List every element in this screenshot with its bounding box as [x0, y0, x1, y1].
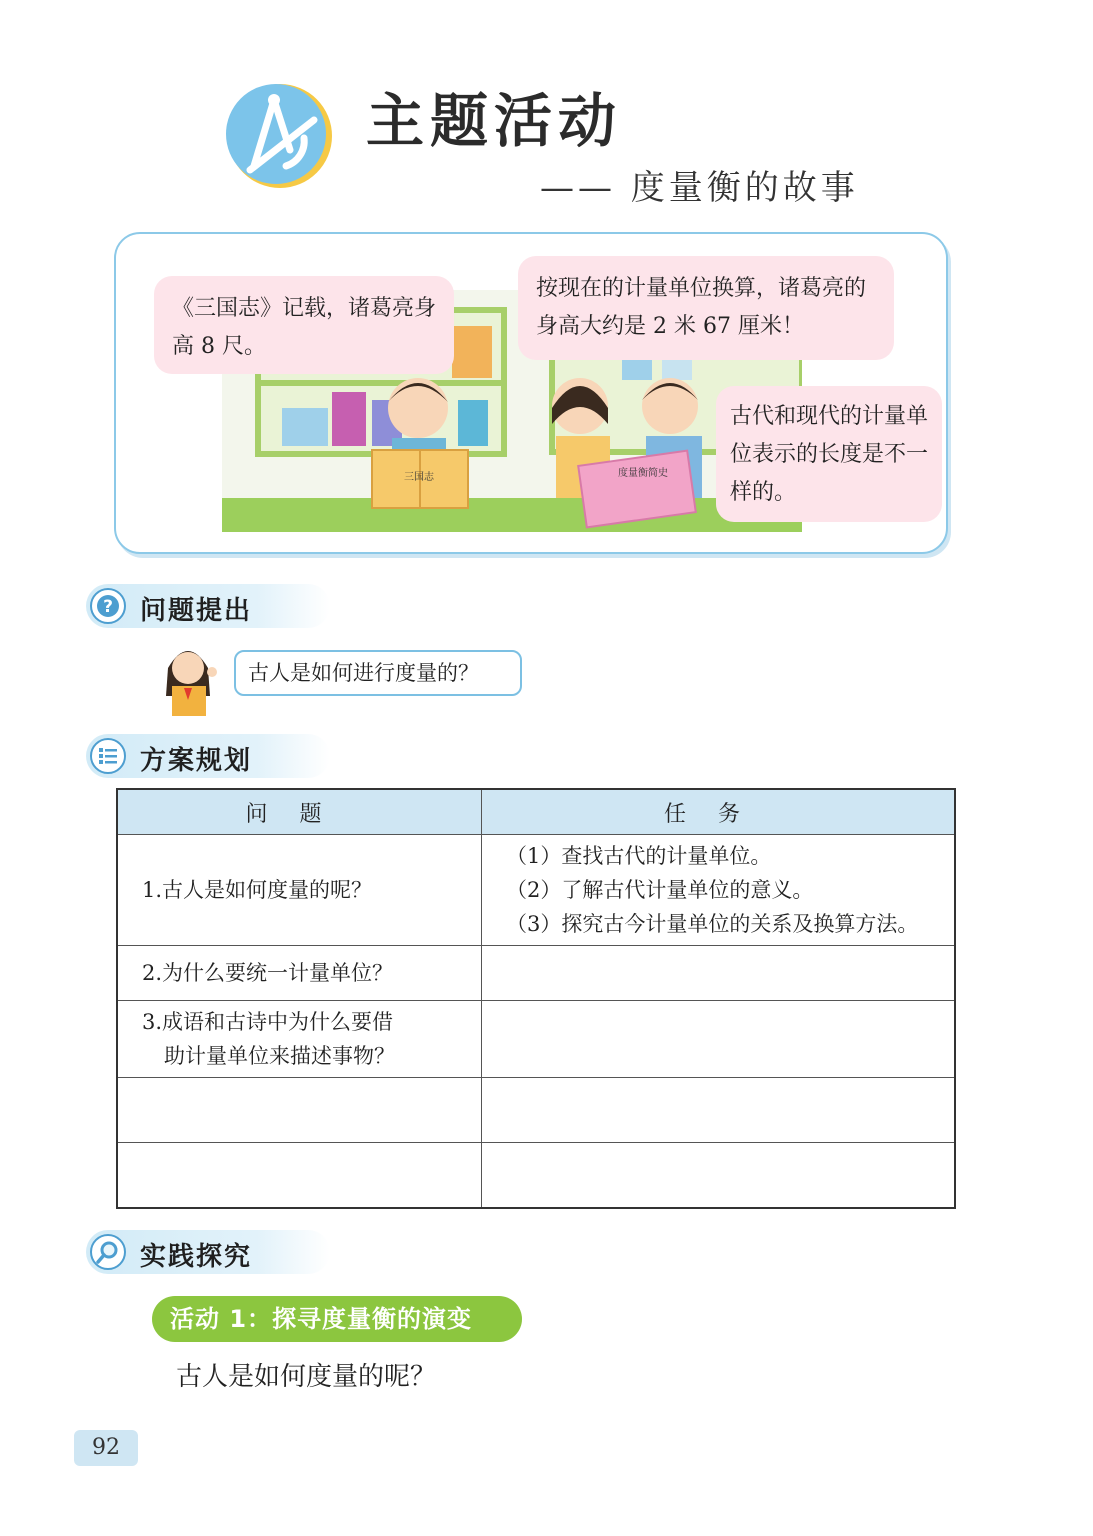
table-row — [117, 946, 955, 1001]
speech-bubble: 古代和现代的计量单位表示的长度是不一样的。 — [716, 386, 942, 522]
task-item: （1）查找古代的计量单位。 — [506, 844, 772, 868]
table-row — [117, 1001, 955, 1078]
question-line: 助计量单位来描述事物？ — [164, 1044, 395, 1068]
task-cell[interactable] — [482, 1143, 956, 1209]
activity-name: 探寻度量衡的演变 — [272, 1305, 473, 1333]
theme-logo-icon — [224, 80, 336, 192]
task-item: （2）了解古代计量单位的意义。 — [506, 878, 814, 902]
section-title: 实践探究 — [140, 1242, 253, 1272]
page-subtitle: —— 度量衡的故事 — [540, 168, 859, 208]
table-row — [117, 1078, 955, 1143]
task-item: （3）探究古今计量单位的关系及换算方法。 — [506, 912, 919, 936]
section-title: 问题提出 — [140, 596, 253, 626]
question-line: 3.成语和古诗中为什么要借 — [142, 1010, 394, 1034]
activity-banner — [152, 1296, 522, 1342]
magnifier-icon — [90, 1234, 126, 1270]
question-cell — [117, 1001, 482, 1078]
table-header-task: 任务 — [482, 789, 956, 835]
question-bubble: 古人是如何进行度量的？ — [234, 650, 522, 696]
question-cell: 1.古人是如何度量的呢？ — [117, 835, 482, 946]
speech-bubble: 《三国志》记载，诸葛亮身高 8 尺。 — [154, 276, 454, 374]
list-icon — [90, 738, 126, 774]
question-cell[interactable] — [117, 1143, 482, 1209]
task-cell[interactable] — [482, 1078, 956, 1143]
table-row — [117, 1143, 955, 1209]
task-cell[interactable] — [482, 946, 956, 1001]
activity-question: 古人是如何度量的呢？ — [176, 1362, 437, 1392]
question-cell[interactable] — [117, 1078, 482, 1143]
question-icon — [90, 588, 126, 624]
section-title: 方案规划 — [140, 746, 253, 776]
task-cell — [482, 835, 956, 946]
section-banner-plan — [86, 734, 330, 778]
page-number: 92 — [74, 1430, 138, 1466]
speech-bubble: 按现在的计量单位换算，诸葛亮的身高大约是 2 米 67 厘米！ — [518, 256, 894, 360]
table-row — [117, 835, 955, 946]
book-title-label: 度量衡简史 — [618, 468, 668, 479]
page-title: 主题活动 — [366, 87, 623, 155]
section-banner-question — [86, 584, 330, 628]
svg-text:?: ? — [103, 597, 113, 617]
task-cell[interactable] — [482, 1001, 956, 1078]
girl-avatar — [154, 638, 224, 718]
activity-label: 活动 1： — [170, 1305, 273, 1333]
section-banner-practice — [86, 1230, 330, 1274]
question-cell: 2.为什么要统一计量单位？ — [117, 946, 482, 1001]
book-title-label: 三国志 — [404, 472, 434, 483]
plan-table — [116, 788, 956, 1209]
table-header-question: 问题 — [117, 789, 482, 835]
